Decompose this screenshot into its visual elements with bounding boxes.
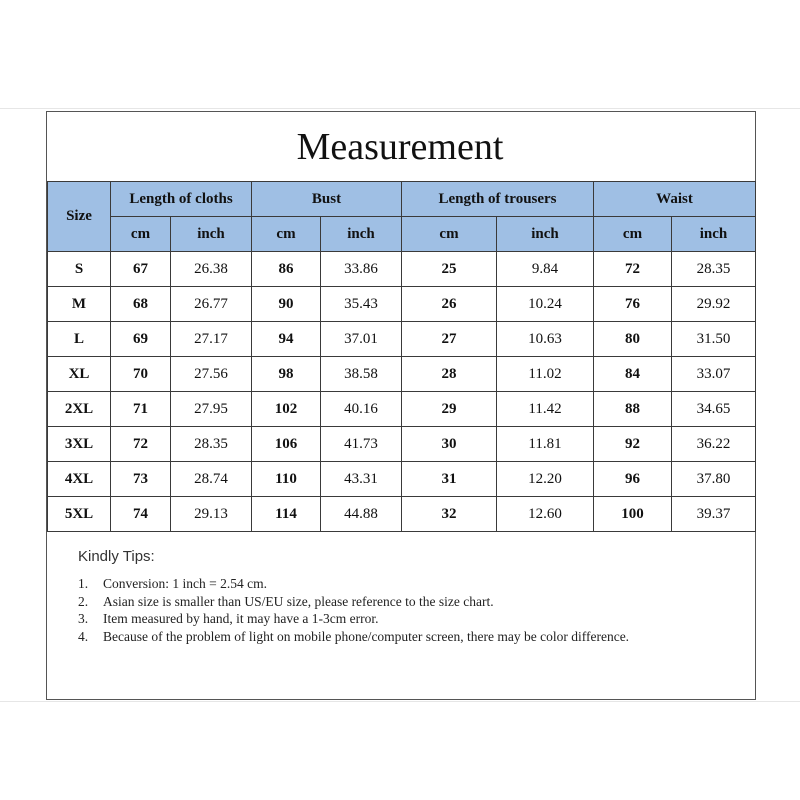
tip-text: Item measured by hand, it may have a 1-3cm error. <box>103 611 379 626</box>
measurement-cell: 29 <box>402 392 497 427</box>
measurement-cell: 80 <box>594 322 672 357</box>
measurement-cell: 41.73 <box>321 427 402 462</box>
unit-header: cm <box>252 217 321 252</box>
table-row <box>48 497 756 532</box>
kindly-tips <box>78 548 738 645</box>
measurement-cell: 72 <box>594 252 672 287</box>
measurement-cell: 28 <box>402 357 497 392</box>
group-header-length-of-trousers: Length of trousers <box>402 182 594 217</box>
measurement-cell: 71 <box>111 392 171 427</box>
tips-title: Kindly Tips: <box>78 548 155 565</box>
measurement-cell: 88 <box>594 392 672 427</box>
tip-number: 4. <box>78 628 89 644</box>
measurement-cell: 31 <box>402 462 497 497</box>
measurement-cell: 27.17 <box>171 322 252 357</box>
table-row <box>48 287 756 322</box>
measurement-cell: 28.35 <box>171 427 252 462</box>
tip-item <box>78 610 738 628</box>
group-header-bust: Bust <box>252 182 402 217</box>
size-label-cell: S <box>48 252 111 287</box>
unit-header: inch <box>672 217 756 252</box>
measurement-cell: 100 <box>594 497 672 532</box>
tip-number: 2. <box>78 593 89 609</box>
measurement-cell: 11.81 <box>497 427 594 462</box>
unit-header: cm <box>402 217 497 252</box>
tip-text: Asian size is smaller than US/EU size, please reference to the size chart. <box>103 593 494 609</box>
tip-number: 3. <box>78 611 89 626</box>
tips-list <box>78 575 738 645</box>
top-divider <box>0 108 800 109</box>
tip-item <box>78 575 738 593</box>
measurement-cell: 26.38 <box>171 252 252 287</box>
size-label-cell: 3XL <box>48 427 111 462</box>
group-header-waist: Waist <box>594 182 756 217</box>
page-title: Measurement <box>296 126 504 168</box>
measurement-cell: 36.22 <box>672 427 756 462</box>
tip-text: Because of the problem of light on mobile phone/computer screen, there may be color difference. <box>103 628 630 644</box>
measurement-cell: 27 <box>402 322 497 357</box>
measurement-cell: 68 <box>111 287 171 322</box>
size-label-cell: M <box>48 287 111 322</box>
measurement-cell: 12.20 <box>497 462 594 497</box>
table-group-header-row <box>48 182 756 217</box>
measurement-cell: 33.07 <box>672 357 756 392</box>
measurement-cell: 43.31 <box>321 462 402 497</box>
measurement-cell: 72 <box>111 427 171 462</box>
bottom-divider <box>0 701 800 702</box>
measurement-cell: 96 <box>594 462 672 497</box>
tip-item <box>78 593 738 611</box>
measurement-cell: 26.77 <box>171 287 252 322</box>
tip-text: Conversion: 1 inch = 2.54 cm. <box>103 576 267 591</box>
measurement-cell: 94 <box>252 322 321 357</box>
measurement-cell: 114 <box>252 497 321 532</box>
measurement-cell: 37.80 <box>672 462 756 497</box>
measurement-cell: 106 <box>252 427 321 462</box>
table-row <box>48 462 756 497</box>
measurement-cell: 31.50 <box>672 322 756 357</box>
size-label-cell: XL <box>48 357 111 392</box>
measurement-cell: 12.60 <box>497 497 594 532</box>
table-row <box>48 322 756 357</box>
measurement-cell: 34.65 <box>672 392 756 427</box>
measurement-cell: 28.74 <box>171 462 252 497</box>
measurement-cell: 27.56 <box>171 357 252 392</box>
measurement-cell: 9.84 <box>497 252 594 287</box>
measurement-cell: 40.16 <box>321 392 402 427</box>
measurement-cell: 39.37 <box>672 497 756 532</box>
measurement-cell: 84 <box>594 357 672 392</box>
measurement-cell: 10.63 <box>497 322 594 357</box>
group-header-length-of-cloths: Length of cloths <box>111 182 252 217</box>
table-unit-header-row <box>48 217 756 252</box>
measurement-cell: 29.13 <box>171 497 252 532</box>
measurement-cell: 44.88 <box>321 497 402 532</box>
size-table <box>47 181 756 532</box>
size-column-header: Size <box>48 182 111 252</box>
measurement-cell: 76 <box>594 287 672 322</box>
measurement-cell: 11.42 <box>497 392 594 427</box>
measurement-cell: 70 <box>111 357 171 392</box>
measurement-cell: 30 <box>402 427 497 462</box>
table-row <box>48 252 756 287</box>
measurement-cell: 110 <box>252 462 321 497</box>
measurement-cell: 25 <box>402 252 497 287</box>
measurement-cell: 38.58 <box>321 357 402 392</box>
table-row <box>48 357 756 392</box>
table-row <box>48 427 756 462</box>
measurement-cell: 11.02 <box>497 357 594 392</box>
size-label-cell: 2XL <box>48 392 111 427</box>
measurement-cell: 32 <box>402 497 497 532</box>
unit-header: cm <box>111 217 171 252</box>
unit-header: inch <box>321 217 402 252</box>
measurement-cell: 28.35 <box>672 252 756 287</box>
measurement-cell: 33.86 <box>321 252 402 287</box>
measurement-cell: 37.01 <box>321 322 402 357</box>
measurement-cell: 26 <box>402 287 497 322</box>
measurement-cell: 29.92 <box>672 287 756 322</box>
unit-header: inch <box>497 217 594 252</box>
measurement-cell: 27.95 <box>171 392 252 427</box>
size-label-cell: 4XL <box>48 462 111 497</box>
measurement-cell: 74 <box>111 497 171 532</box>
measurement-cell: 67 <box>111 252 171 287</box>
measurement-cell: 10.24 <box>497 287 594 322</box>
measurement-cell: 90 <box>252 287 321 322</box>
measurement-cell: 69 <box>111 322 171 357</box>
measurement-cell: 73 <box>111 462 171 497</box>
unit-header: inch <box>171 217 252 252</box>
table-row <box>48 392 756 427</box>
measurement-cell: 86 <box>252 252 321 287</box>
measurement-cell: 102 <box>252 392 321 427</box>
tip-number: 1. <box>78 576 89 591</box>
tip-item <box>78 628 738 646</box>
unit-header: cm <box>594 217 672 252</box>
measurement-cell: 92 <box>594 427 672 462</box>
measurement-cell: 98 <box>252 357 321 392</box>
size-label-cell: L <box>48 322 111 357</box>
size-label-cell: 5XL <box>48 497 111 532</box>
measurement-cell: 35.43 <box>321 287 402 322</box>
